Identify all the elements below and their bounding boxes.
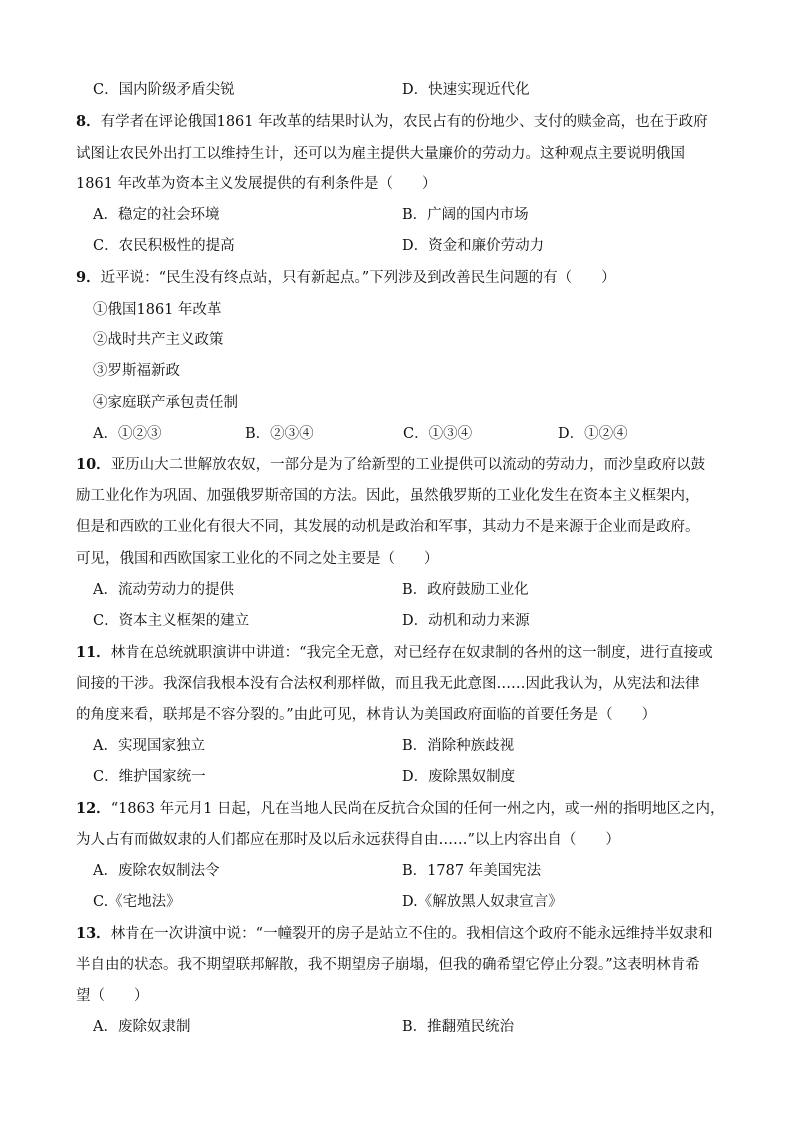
q8-stem-text-1: 有学者在评论俄国1861 年改革的结果时认为，农民占有的份地少、支付的赎金高，也在于政府 <box>100 114 708 130</box>
q9-item-1: ①俄国1861 年改革 <box>93 302 222 318</box>
q9-number: 9． <box>76 269 101 286</box>
q8-stem-line-2: 试图让农民外出打工以维持生计，还可以为雇主提供大量廉价的劳动力。这种观点主要说明俄国 <box>76 146 685 162</box>
q12-stem-line-1 <box>76 799 724 819</box>
q10-option-a[interactable]: A．流动劳动力的提供 <box>93 582 234 598</box>
q11-number: 11． <box>76 644 111 661</box>
q10-option-d[interactable]: D．动机和动力来源 <box>402 613 530 629</box>
q11-stem-text-1: 林肯在总统就职演讲中讲道：“我完全无意，对已经存在奴隶制的各州的这一制度，进行直接或 <box>110 645 713 661</box>
q12-stem-line-2: 为人占有而做奴隶的人们都应在那时及以后永远获得自由……”以上内容出自（ ） <box>76 832 620 848</box>
q12-number: 12． <box>76 800 111 817</box>
q13-stem-line-2: 半自由的状态。我不期望联邦解散，我不期望房子崩塌，但我的确希望它停止分裂。”这表明林肯希 <box>76 957 700 973</box>
q9-stem-text: 近平说：“民生没有终点站，只有新起点。”下列涉及到改善民生问题的有（ ） <box>100 270 616 286</box>
q11-stem-line-2: 间接的干涉。我深信我根本没有合法权利那样做，而且我无此意图……因此我认为，从宪法和法律 <box>76 676 700 692</box>
q13-stem-text-1: 林肯在一次讲演中说：“一幢裂开的房子是站立不住的。我相信这个政府不能永远维持半奴隶和 <box>110 926 713 942</box>
q8-option-a[interactable]: A．稳定的社会环境 <box>93 207 220 223</box>
q11-stem-line-1 <box>76 643 724 663</box>
q10-stem-text-1: 亚历山大二世解放农奴，一部分是为了给新型的工业提供可以流动的劳动力，而沙皇政府以鼓 <box>110 457 706 473</box>
q9-option-d[interactable]: D．①②④ <box>558 426 628 442</box>
q12-stem-text-1: “1863 年元月1 日起，凡在当地人民尚在反抗合众国的任何一州之内，或一州的指明地区之内， <box>110 801 725 817</box>
q12-option-a[interactable]: A．废除农奴制法令 <box>93 863 220 879</box>
q9-option-c[interactable]: C．①③④ <box>403 426 473 442</box>
q11-option-c[interactable]: C．维护国家统一 <box>93 769 206 785</box>
q8-stem-line-1 <box>76 112 724 132</box>
q9-option-a[interactable]: A．①②③ <box>93 426 162 442</box>
q10-stem-line-2: 励工业化作为巩固、加强俄罗斯帝国的方法。因此，虽然俄罗斯的工业化发生在资本主义框架内， <box>76 488 700 504</box>
q13-number: 13． <box>76 925 111 942</box>
q12-option-b[interactable]: B．1787 年美国宪法 <box>402 863 542 879</box>
q9-item-3: ③罗斯福新政 <box>93 363 180 379</box>
q11-stem-line-3: 的角度来看，联邦是不容分裂的。”由此可见，林肯认为美国政府面临的首要任务是（ ） <box>76 707 657 723</box>
q13-stem-line-3: 望（ ） <box>76 988 149 1004</box>
q9-stem-line <box>76 268 724 288</box>
q9-item-4: ④家庭联产承包责任制 <box>93 395 238 411</box>
q8-option-d[interactable]: D．资金和廉价劳动力 <box>402 238 545 254</box>
q11-option-a[interactable]: A．实现国家独立 <box>93 738 205 754</box>
q7-option-d[interactable]: D．快速实现近代化 <box>402 82 530 98</box>
q7-option-c[interactable]: C．国内阶级矛盾尖锐 <box>93 82 235 98</box>
q9-option-b[interactable]: B．②③④ <box>245 426 314 442</box>
q10-stem-line-1 <box>76 455 724 475</box>
q10-number: 10． <box>76 456 111 473</box>
q13-option-a[interactable]: A．废除奴隶制 <box>93 1019 191 1035</box>
q8-number: 8． <box>76 113 101 130</box>
q13-stem-line-1 <box>76 924 724 944</box>
q11-option-b[interactable]: B．消除种族歧视 <box>402 738 515 754</box>
q11-option-d[interactable]: D．废除黑奴制度 <box>402 769 516 785</box>
q10-stem-line-3: 但是和西欧的工业化有很大不同，其发展的动机是政治和军事，其动力不是来源于企业而是政府。 <box>76 519 700 535</box>
q12-option-c[interactable]: C.《宅地法》 <box>93 894 181 910</box>
q10-stem-line-4: 可见，俄国和西欧国家工业化的不同之处主要是（ ） <box>76 551 439 567</box>
q12-option-d[interactable]: D.《解放黑人奴隶宣言》 <box>402 894 563 910</box>
q10-option-b[interactable]: B．政府鼓励工业化 <box>402 582 529 598</box>
q9-item-2: ②战时共产主义政策 <box>93 332 224 348</box>
q8-option-c[interactable]: C．农民积极性的提高 <box>93 238 235 254</box>
q8-option-b[interactable]: B．广阔的国内市场 <box>402 207 529 223</box>
q10-option-c[interactable]: C．资本主义框架的建立 <box>93 613 250 629</box>
q8-stem-line-3: 1861 年改革为资本主义发展提供的有利条件是（ ） <box>76 176 437 192</box>
q13-option-b[interactable]: B．推翻殖民统治 <box>402 1019 515 1035</box>
